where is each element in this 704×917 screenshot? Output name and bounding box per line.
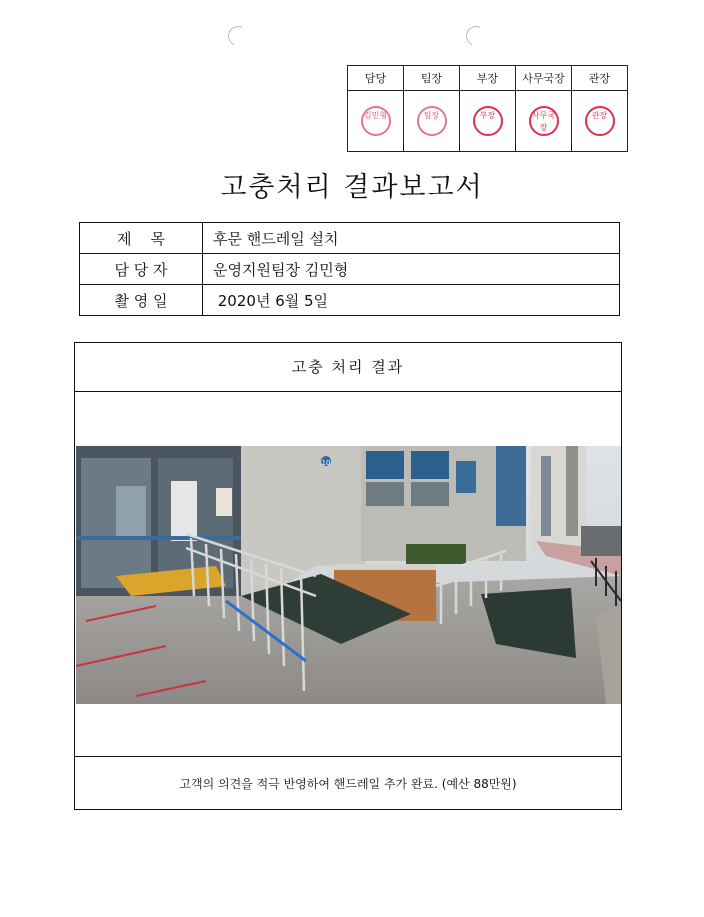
- info-value: 2020년 6월 5일: [203, 285, 620, 316]
- seal-stamp-icon: 팀장: [417, 106, 447, 136]
- seal-stamp-icon: 부장: [473, 106, 503, 136]
- result-summary: 고객의 의견을 적극 반영하여 핸드레일 추가 완료. (예산 88만원): [75, 756, 621, 811]
- document-title: 고충처리 결과보고서: [220, 172, 484, 203]
- info-label: 제 목: [80, 223, 203, 254]
- info-value: 운영지원팀장 김민형: [203, 254, 620, 285]
- approval-header-director: 관장: [572, 66, 628, 91]
- approval-seal-cell: [516, 91, 572, 152]
- building-number: 10: [321, 459, 331, 467]
- approval-header-manager: 부장: [460, 66, 516, 91]
- approval-seal-cell: [404, 91, 460, 152]
- info-label: 담 당 자: [80, 254, 203, 285]
- approval-seal-cell: [460, 91, 516, 152]
- approval-table: [347, 65, 628, 152]
- seal-stamp-icon: 사무국장: [529, 106, 559, 136]
- approval-header-staff: 담당: [348, 66, 404, 91]
- approval-seal-cell: [348, 91, 404, 152]
- approval-seal-cell: [572, 91, 628, 152]
- info-value: 후문 핸드레일 설치: [203, 223, 620, 254]
- punch-hole-left: [225, 23, 251, 49]
- info-row-photo-date: [80, 285, 620, 316]
- info-row-subject: [80, 223, 620, 254]
- info-row-person-in-charge: [80, 254, 620, 285]
- punch-hole-right: [463, 23, 489, 49]
- handrail-photo: [76, 446, 621, 704]
- seal-stamp-icon: 관장: [585, 106, 615, 136]
- seal-stamp-icon: 김민형: [361, 106, 391, 136]
- approval-header-secretary-general: 사무국장: [516, 66, 572, 91]
- approval-header-team-lead: 팀장: [404, 66, 460, 91]
- info-table: [79, 222, 620, 316]
- info-label: 촬 영 일: [80, 285, 203, 316]
- result-header: 고충 처리 결과: [75, 343, 621, 392]
- result-section: [74, 342, 622, 810]
